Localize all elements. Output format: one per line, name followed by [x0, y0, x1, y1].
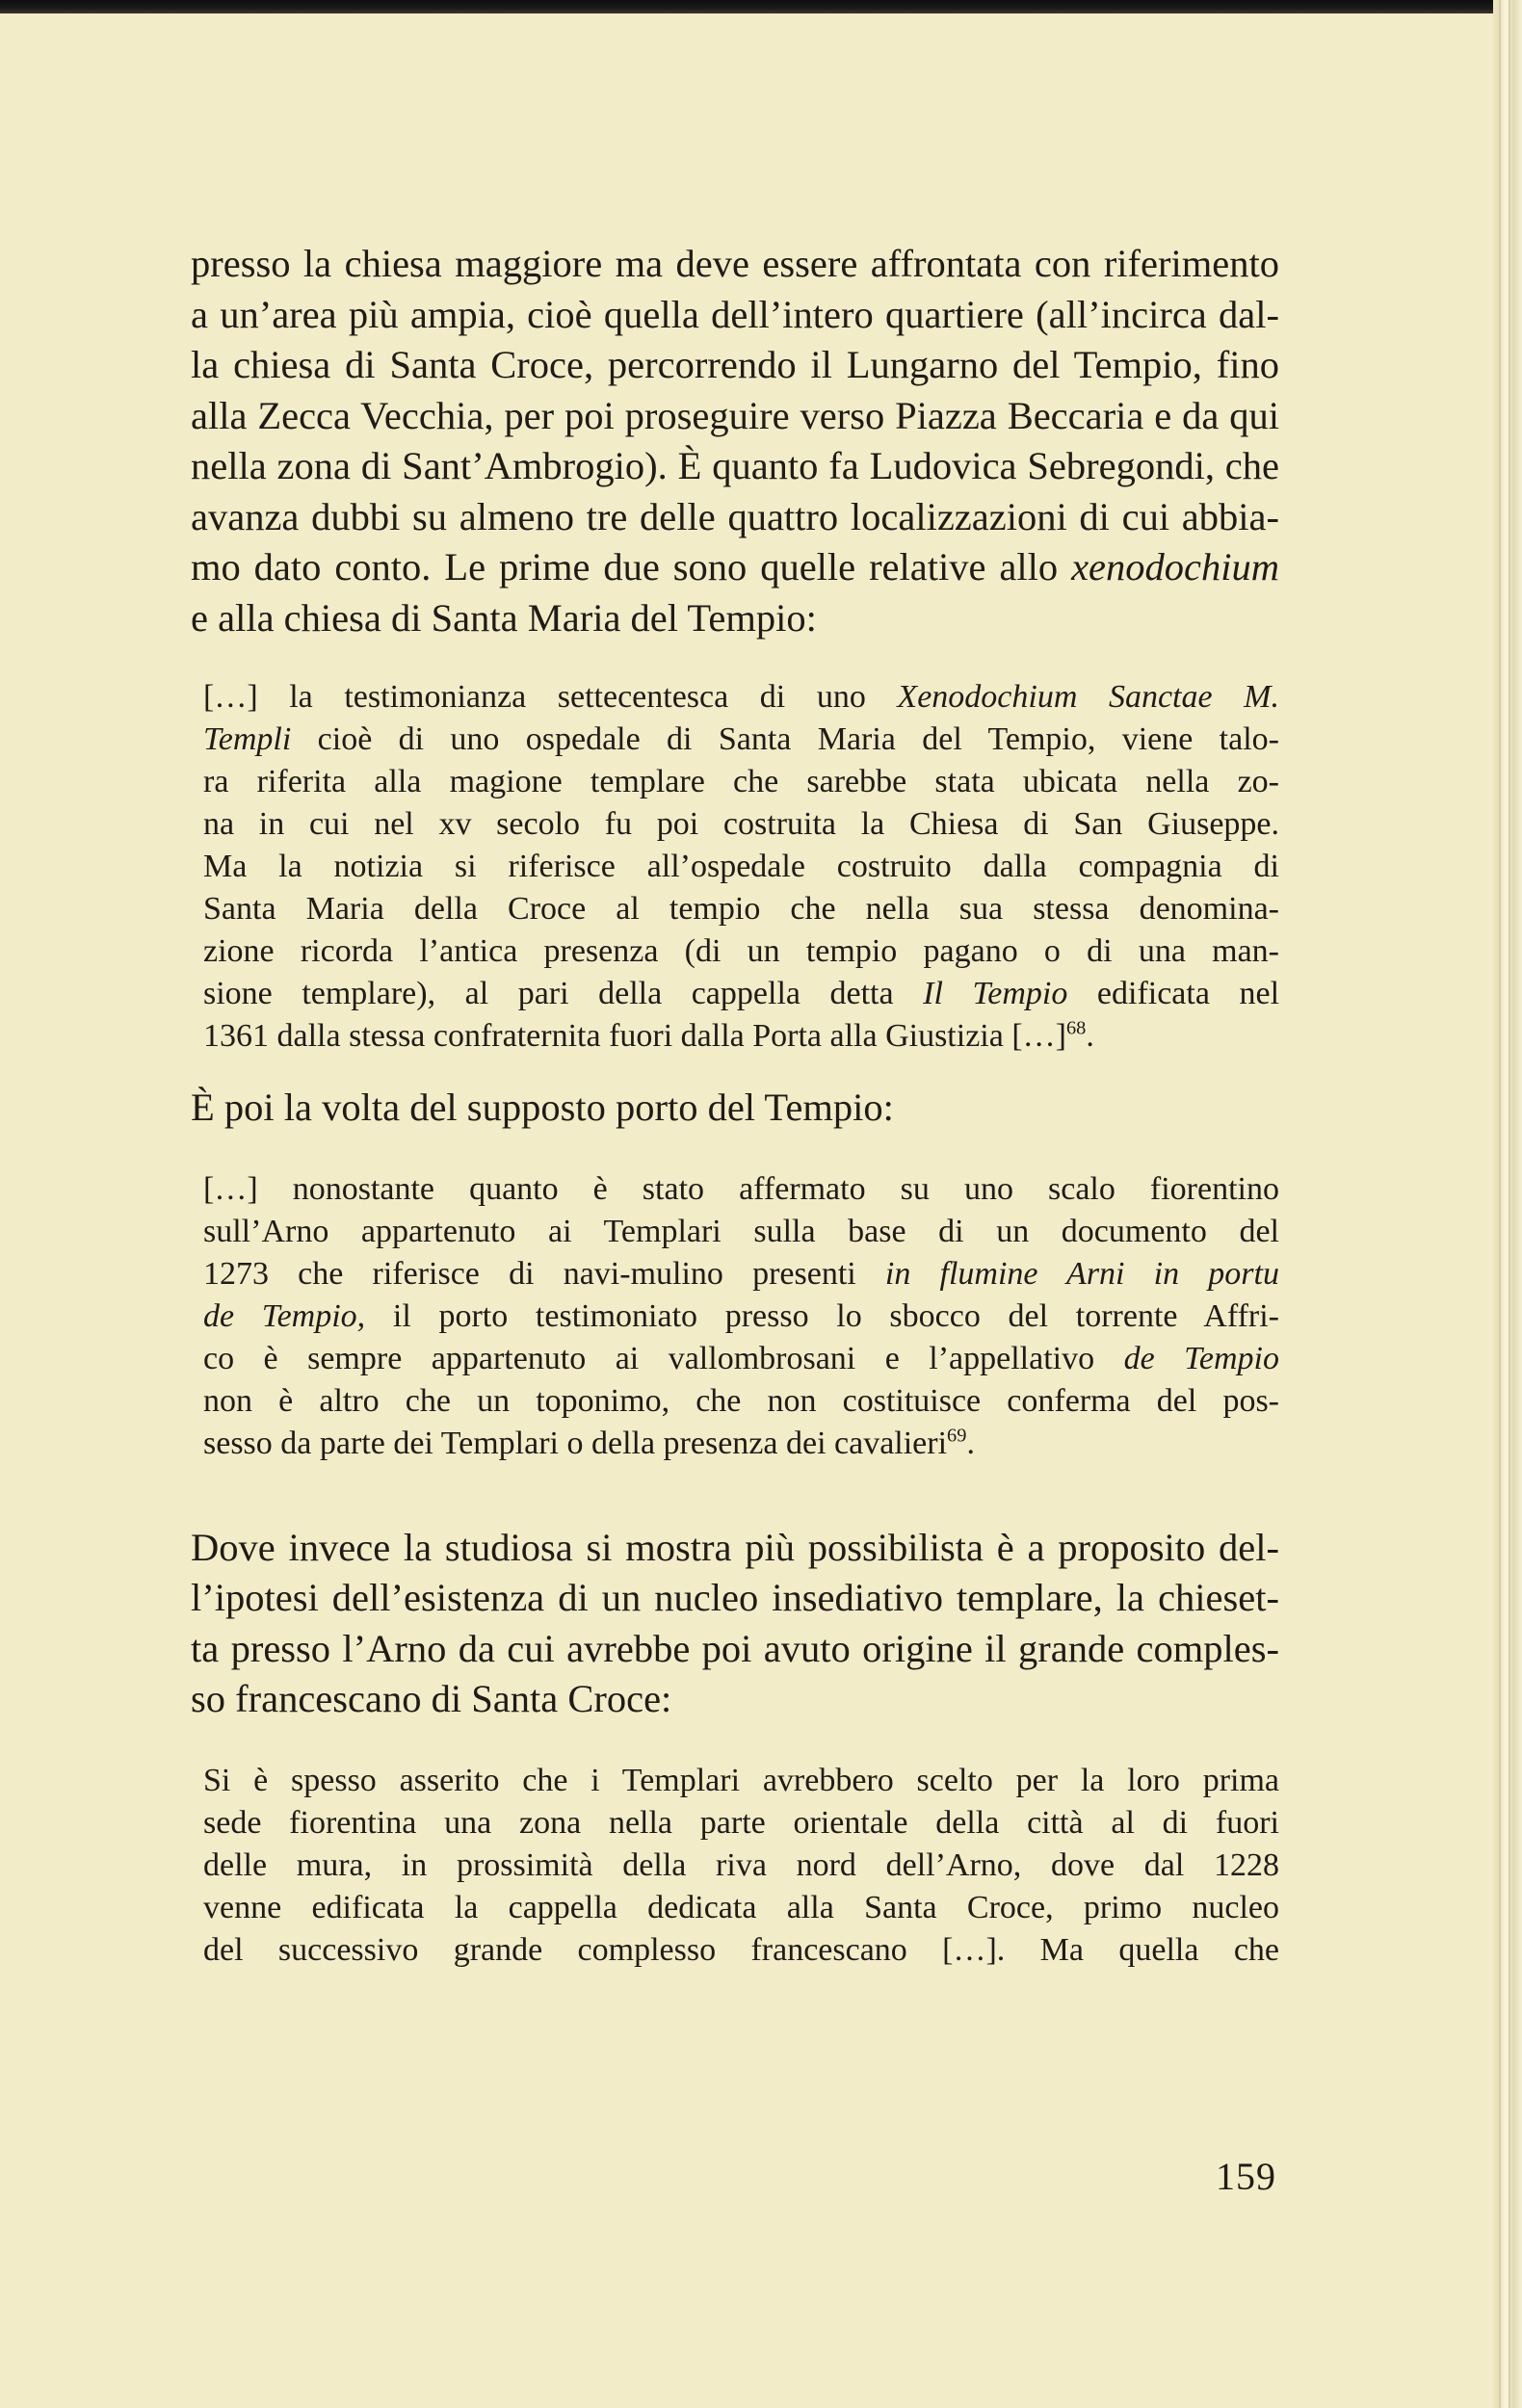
- text-run: edificata nel: [1067, 976, 1280, 1011]
- page-number: 159: [1216, 2155, 1276, 2198]
- quote-line: sede fiorentina una zona nella parte orientale della città al di fuori: [203, 1804, 1279, 1841]
- text-line: l’ipotesi dell’esistenza di un nucleo insediativo templare, la chieset-: [191, 1576, 1279, 1619]
- quote-line: Santa Maria della Croce al tempio che nella sua stessa denomina-: [203, 891, 1279, 927]
- quote-line: venne edificata la cappella dedicata alla Santa Croce, primo nucleo: [203, 1889, 1279, 1925]
- text-run: sesso da parte dei Templari o della presenza dei cavalieri: [203, 1425, 948, 1461]
- text-line: a un’area più ampia, cioè quella dell’intero quartiere (all’incirca dal-: [191, 292, 1279, 336]
- quote-line: [203, 676, 1279, 719]
- footnote-ref-68[interactable]: 68: [1065, 1017, 1087, 1039]
- block-quote-3: [203, 1760, 1279, 1972]
- text-run: il porto testimoniato presso lo sbocco del torrente Affri-: [365, 1297, 1279, 1334]
- quote-line: Ma la notizia si riferisce all’ospedale costruito dalla compagnia di: [203, 849, 1279, 884]
- quote-line: del successivo grande complesso francescano […]. Ma quella che: [203, 1931, 1279, 1968]
- italic-term: Il Tempio: [923, 976, 1068, 1011]
- italic-term: xenodochium: [1071, 545, 1279, 589]
- quote-line: [203, 1296, 1279, 1338]
- quote-line: non è altro che un toponimo, che non costituisce conferma del pos-: [203, 1382, 1279, 1419]
- page-text: [191, 239, 1279, 1972]
- text-line: avanza dubbi su almeno tre delle quattro localizzazioni di cui abbia-: [191, 494, 1279, 538]
- text-line: Dove invece la studiosa si mostra più possibilista è a proposito del-: [191, 1525, 1279, 1569]
- quote-line: [203, 1253, 1279, 1296]
- text-line: e alla chiesa di Santa Maria del Tempio:: [191, 595, 817, 640]
- quote-line: delle mura, in prossimità della riva nord dell’Arno, dove dal 1228: [203, 1846, 1279, 1883]
- quote-line: zione ricorda l’antica presenza (di un tempio pagano o di una man-: [203, 933, 1279, 969]
- text-run: co è sempre appartenuto ai vallombrosani e l’appellativo: [203, 1340, 1124, 1376]
- text-line: ta presso l’Arno da cui avrebbe poi avuto origine il grande comples-: [191, 1626, 1279, 1670]
- text-run: .: [1086, 1018, 1094, 1054]
- quote-line: sull’Arno appartenuto ai Templari sulla base di un documento del: [203, 1213, 1279, 1249]
- text-line: alla Zecca Vecchia, per poi proseguire verso Piazza Beccaria e da qui: [191, 393, 1279, 437]
- text-run: mo dato conto. Le prime due sono quelle relative allo: [191, 545, 1072, 589]
- scan-top-edge: [0, 0, 1522, 13]
- page-gutter-edge: [1493, 0, 1522, 2408]
- text-line: la chiesa di Santa Croce, percorrendo il Lungarno del Tempio, fino: [191, 343, 1279, 386]
- text-line: nella zona di Sant’Ambrogio). È quanto fa Ludovica Sebregondi, che: [191, 444, 1279, 487]
- quote-line: ra riferita alla magione templare che sarebbe stata ubicata nella zo-: [203, 764, 1279, 799]
- block-quote-2: [203, 1168, 1279, 1465]
- italic-term: de Tempio: [1123, 1340, 1279, 1376]
- text-run: 1273 che riferisce di navi-mulino presenti: [203, 1255, 885, 1292]
- text-run: sione templare), al pari della cappella detta: [203, 976, 924, 1011]
- text-line: so francescano di Santa Croce:: [191, 1677, 672, 1720]
- text-run: 1361 dalla stessa confraternita fuori dalla Porta alla Giustizia […]: [203, 1018, 1066, 1054]
- footnote-ref-69[interactable]: 69: [947, 1425, 967, 1447]
- italic-term: Xenodochium Sanctae M.: [897, 679, 1279, 715]
- text-line: presso la chiesa maggiore ma deve essere affrontata con riferimento: [191, 242, 1279, 285]
- quote-line: [203, 1423, 1279, 1465]
- quote-line: [203, 1015, 1279, 1058]
- quote-line: Si è spesso asserito che i Templari avrebbero scelto per la loro prima: [203, 1762, 1279, 1798]
- quote-line: [203, 973, 1279, 1015]
- italic-term: in flumine Arni in portu: [884, 1255, 1279, 1292]
- text-run: .: [966, 1425, 975, 1461]
- text-line: È poi la volta del supposto porto del Tempio:: [191, 1086, 894, 1129]
- paragraph-3: [191, 1523, 1279, 1725]
- italic-term: de Tempio,: [203, 1297, 366, 1334]
- paragraph-2: [191, 1083, 1279, 1134]
- quote-line: […] nonostante quanto è stato affermato su uno scalo fiorentino: [203, 1170, 1279, 1207]
- quote-line: [203, 719, 1279, 761]
- italic-term: Templi: [203, 721, 292, 757]
- quote-line: na in cui nel xv secolo fu poi costruita la Chiesa di San Giuseppe.: [203, 806, 1279, 842]
- block-quote-1: [203, 676, 1279, 1058]
- text-line: [191, 542, 1279, 593]
- quote-line: [203, 1338, 1279, 1380]
- paragraph-1: [191, 239, 1279, 643]
- text-run: […] la testimonianza settecentesca di uno: [203, 679, 898, 715]
- text-run: cioè di uno ospedale di Santa Maria del Tempio, viene talo-: [291, 721, 1279, 757]
